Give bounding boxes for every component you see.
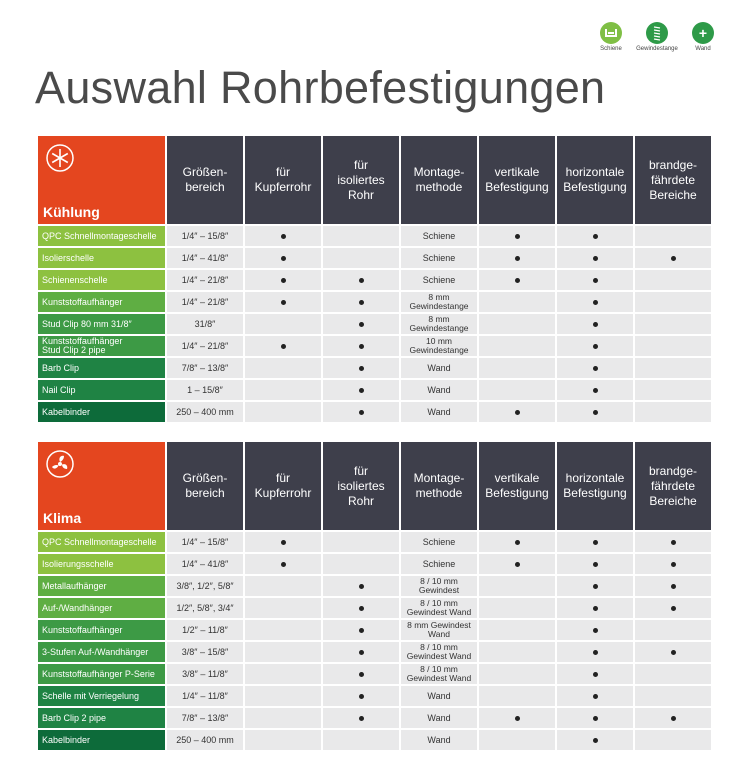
cell-montage: Wand: [401, 402, 477, 422]
cell-kupfer: [245, 620, 321, 640]
cell-vertikal: [479, 730, 555, 750]
legend-item-gewindestange: [631, 22, 683, 52]
table-row: [38, 358, 711, 378]
page-title: Auswahl Rohrbefestigungen: [35, 62, 606, 113]
cell-horizontal: [557, 314, 633, 334]
legend-item-schiene: [597, 22, 625, 52]
cell-brand: [635, 226, 711, 246]
cell-isoliert: [323, 642, 399, 662]
column-header: Größen- bereich: [167, 442, 243, 530]
cell-kupfer: [245, 358, 321, 378]
cell-montage: 8 / 10 mm Gewindest Wand: [401, 664, 477, 684]
table-row: [38, 664, 711, 684]
cell-brand: [635, 358, 711, 378]
check-dot: [359, 388, 364, 393]
check-dot: [515, 540, 520, 545]
cell-horizontal: [557, 380, 633, 400]
table-row: [38, 402, 711, 422]
cell-brand: [635, 554, 711, 574]
check-dot: [515, 562, 520, 567]
cell-brand: [635, 730, 711, 750]
column-header: für isoliertes Rohr: [323, 442, 399, 530]
category-name: Kühlung: [43, 204, 100, 220]
cell-size: 1/4″ – 21/8″: [167, 336, 243, 356]
check-dot: [359, 584, 364, 589]
check-dot: [593, 256, 598, 261]
cell-size: 1/4″ – 15/8″: [167, 226, 243, 246]
cell-isoliert: [323, 664, 399, 684]
check-dot: [515, 410, 520, 415]
cell-kupfer: [245, 336, 321, 356]
cell-isoliert: [323, 554, 399, 574]
cell-vertikal: [479, 532, 555, 552]
cell-kupfer: [245, 664, 321, 684]
check-dot: [359, 628, 364, 633]
cell-size: 1/2″ – 11/8″: [167, 620, 243, 640]
product-name: QPC Schnellmontageschelle: [38, 532, 165, 552]
check-dot: [359, 366, 364, 371]
cell-kupfer: [245, 402, 321, 422]
cell-brand: [635, 292, 711, 312]
cell-brand: [635, 314, 711, 334]
check-dot: [593, 650, 598, 655]
cell-horizontal: [557, 620, 633, 640]
check-dot: [593, 628, 598, 633]
check-dot: [593, 738, 598, 743]
product-name: 3-Stufen Auf-/Wandhänger: [38, 642, 165, 662]
check-dot: [515, 716, 520, 721]
cell-montage: 8 / 10 mm Gewindest: [401, 576, 477, 596]
check-dot: [359, 410, 364, 415]
cell-brand: [635, 664, 711, 684]
cell-montage: Wand: [401, 358, 477, 378]
check-dot: [281, 562, 286, 567]
check-dot: [593, 234, 598, 239]
legend-label: Schiene: [600, 46, 622, 52]
cell-isoliert: [323, 532, 399, 552]
cell-kupfer: [245, 642, 321, 662]
header-row: [38, 136, 711, 224]
cell-montage: 8 mm Gewindestange: [401, 314, 477, 334]
cell-montage: Wand: [401, 686, 477, 706]
product-name: Barb Clip: [38, 358, 165, 378]
cell-horizontal: [557, 708, 633, 728]
check-dot: [281, 344, 286, 349]
table-row: [38, 292, 711, 312]
rail-icon: [600, 22, 622, 44]
column-header: Montage- methode: [401, 442, 477, 530]
product-name: Nail Clip: [38, 380, 165, 400]
check-dot: [281, 234, 286, 239]
product-name: Kabelbinder: [38, 730, 165, 750]
cell-horizontal: [557, 664, 633, 684]
cell-vertikal: [479, 708, 555, 728]
check-dot: [515, 256, 520, 261]
product-name: Kunststoffaufhänger P-Serie: [38, 664, 165, 684]
product-name: Isolierungsschelle: [38, 554, 165, 574]
product-name: Isolierschelle: [38, 248, 165, 268]
cell-size: 1/4″ – 21/8″: [167, 292, 243, 312]
table-row: [38, 576, 711, 596]
check-dot: [281, 300, 286, 305]
cell-montage: Schiene: [401, 248, 477, 268]
legend-item-wand: [689, 22, 717, 52]
product-name: Kunststoffaufhänger Stud Clip 2 pipe: [38, 336, 165, 356]
check-dot: [671, 606, 676, 611]
cell-brand: [635, 642, 711, 662]
check-dot: [515, 278, 520, 283]
cell-brand: [635, 598, 711, 618]
category-name: Klima: [43, 510, 82, 526]
cell-isoliert: [323, 380, 399, 400]
table-row: [38, 642, 711, 662]
cell-vertikal: [479, 226, 555, 246]
cell-kupfer: [245, 576, 321, 596]
cell-vertikal: [479, 642, 555, 662]
cell-kupfer: [245, 270, 321, 290]
check-dot: [359, 606, 364, 611]
check-dot: [359, 300, 364, 305]
cell-kupfer: [245, 686, 321, 706]
header-row: [38, 442, 711, 530]
check-dot: [671, 584, 676, 589]
check-dot: [359, 716, 364, 721]
cell-size: 3/8″ – 15/8″: [167, 642, 243, 662]
cell-montage: Schiene: [401, 532, 477, 552]
check-dot: [281, 540, 286, 545]
column-header: brandge- fährdete Bereiche: [635, 136, 711, 224]
product-name: Schienenschelle: [38, 270, 165, 290]
cooling-table: [36, 134, 713, 424]
cell-isoliert: [323, 598, 399, 618]
cell-horizontal: [557, 358, 633, 378]
cell-montage: Wand: [401, 708, 477, 728]
cell-montage: Schiene: [401, 226, 477, 246]
check-dot: [359, 344, 364, 349]
cell-isoliert: [323, 270, 399, 290]
cell-vertikal: [479, 380, 555, 400]
table-row: [38, 248, 711, 268]
cell-horizontal: [557, 730, 633, 750]
cell-montage: 8 / 10 mm Gewindest Wand: [401, 642, 477, 662]
cell-kupfer: [245, 554, 321, 574]
cell-brand: [635, 248, 711, 268]
table-row: [38, 532, 711, 552]
cell-montage: Schiene: [401, 270, 477, 290]
cell-size: 1/4″ – 41/8″: [167, 248, 243, 268]
table-row: [38, 686, 711, 706]
cell-vertikal: [479, 576, 555, 596]
table-row: [38, 226, 711, 246]
cell-kupfer: [245, 730, 321, 750]
cell-isoliert: [323, 576, 399, 596]
check-dot: [593, 716, 598, 721]
cell-vertikal: [479, 336, 555, 356]
cell-montage: Wand: [401, 380, 477, 400]
cell-vertikal: [479, 598, 555, 618]
cell-vertikal: [479, 270, 555, 290]
cell-montage: 10 mm Gewindestange: [401, 336, 477, 356]
wall-plus-icon: +: [692, 22, 714, 44]
check-dot: [359, 322, 364, 327]
cell-kupfer: [245, 598, 321, 618]
table-row: [38, 336, 711, 356]
cell-vertikal: [479, 358, 555, 378]
cell-kupfer: [245, 380, 321, 400]
cell-horizontal: [557, 248, 633, 268]
cell-size: 250 – 400 mm: [167, 402, 243, 422]
legend-label: Wand: [695, 46, 711, 52]
column-header: brandge- fährdete Bereiche: [635, 442, 711, 530]
cell-size: 250 – 400 mm: [167, 730, 243, 750]
cell-horizontal: [557, 576, 633, 596]
cell-brand: [635, 686, 711, 706]
column-header: für Kupferrohr: [245, 136, 321, 224]
cell-brand: [635, 708, 711, 728]
cell-vertikal: [479, 620, 555, 640]
table-row: [38, 270, 711, 290]
cell-size: 1 – 15/8″: [167, 380, 243, 400]
table-row: [38, 314, 711, 334]
cell-horizontal: [557, 292, 633, 312]
cell-kupfer: [245, 708, 321, 728]
cell-montage: 8 / 10 mm Gewindest Wand: [401, 598, 477, 618]
cell-vertikal: [479, 664, 555, 684]
cell-horizontal: [557, 532, 633, 552]
cell-horizontal: [557, 686, 633, 706]
cell-brand: [635, 532, 711, 552]
cell-kupfer: [245, 292, 321, 312]
product-name: Schelle mit Verriegelung: [38, 686, 165, 706]
cell-montage: 8 mm Gewindestange: [401, 292, 477, 312]
cell-isoliert: [323, 358, 399, 378]
cell-isoliert: [323, 620, 399, 640]
column-header: Größen- bereich: [167, 136, 243, 224]
product-name: Kunststoffaufhänger: [38, 292, 165, 312]
column-header: vertikale Befestigung: [479, 442, 555, 530]
cell-vertikal: [479, 248, 555, 268]
cell-horizontal: [557, 226, 633, 246]
table-row: [38, 708, 711, 728]
cell-montage: 8 mm Gewindest Wand: [401, 620, 477, 640]
cell-size: 31/8″: [167, 314, 243, 334]
check-dot: [593, 300, 598, 305]
cell-vertikal: [479, 292, 555, 312]
cell-kupfer: [245, 248, 321, 268]
table-row: [38, 620, 711, 640]
cell-horizontal: [557, 642, 633, 662]
cell-horizontal: [557, 336, 633, 356]
cell-kupfer: [245, 226, 321, 246]
cell-vertikal: [479, 554, 555, 574]
snowflake-icon: [46, 144, 74, 172]
cell-vertikal: [479, 314, 555, 334]
check-dot: [671, 650, 676, 655]
table-row: [38, 554, 711, 574]
product-name: Auf-/Wandhänger: [38, 598, 165, 618]
cell-isoliert: [323, 248, 399, 268]
cell-vertikal: [479, 686, 555, 706]
cell-brand: [635, 620, 711, 640]
product-name: QPC Schnellmontageschelle: [38, 226, 165, 246]
category-header: [38, 442, 165, 530]
cell-isoliert: [323, 708, 399, 728]
cell-montage: Schiene: [401, 554, 477, 574]
cell-size: 1/4″ – 21/8″: [167, 270, 243, 290]
cell-horizontal: [557, 598, 633, 618]
cell-horizontal: [557, 402, 633, 422]
cell-size: 3/8″ – 11/8″: [167, 664, 243, 684]
check-dot: [671, 540, 676, 545]
column-header: vertikale Befestigung: [479, 136, 555, 224]
column-header: für Kupferrohr: [245, 442, 321, 530]
check-dot: [359, 694, 364, 699]
cell-brand: [635, 270, 711, 290]
cell-isoliert: [323, 292, 399, 312]
product-name: Barb Clip 2 pipe: [38, 708, 165, 728]
check-dot: [593, 694, 598, 699]
check-dot: [359, 650, 364, 655]
cell-kupfer: [245, 532, 321, 552]
cell-horizontal: [557, 554, 633, 574]
check-dot: [671, 716, 676, 721]
check-dot: [593, 606, 598, 611]
check-dot: [359, 278, 364, 283]
threaded-rod-icon: [646, 22, 668, 44]
check-dot: [593, 344, 598, 349]
legend: [597, 22, 717, 52]
cell-size: 7/8″ – 13/8″: [167, 358, 243, 378]
climate-table: [36, 440, 713, 752]
product-name: Metallaufhänger: [38, 576, 165, 596]
cell-brand: [635, 576, 711, 596]
cell-size: 1/4″ – 11/8″: [167, 686, 243, 706]
table-row: [38, 598, 711, 618]
cell-kupfer: [245, 314, 321, 334]
check-dot: [593, 366, 598, 371]
cell-isoliert: [323, 336, 399, 356]
category-header: [38, 136, 165, 224]
cell-size: 3/8″, 1/2″, 5/8″: [167, 576, 243, 596]
check-dot: [593, 410, 598, 415]
cell-horizontal: [557, 270, 633, 290]
cell-size: 1/2″, 5/8″, 3/4″: [167, 598, 243, 618]
cell-brand: [635, 402, 711, 422]
table-row: [38, 380, 711, 400]
check-dot: [593, 388, 598, 393]
cell-vertikal: [479, 402, 555, 422]
check-dot: [359, 672, 364, 677]
legend-label: Gewindestange: [636, 46, 678, 52]
check-dot: [593, 278, 598, 283]
check-dot: [593, 584, 598, 589]
column-header: horizontale Befestigung: [557, 442, 633, 530]
fan-icon: [46, 450, 74, 478]
cell-brand: [635, 380, 711, 400]
check-dot: [593, 562, 598, 567]
check-dot: [671, 256, 676, 261]
column-header: für isoliertes Rohr: [323, 136, 399, 224]
cell-brand: [635, 336, 711, 356]
check-dot: [515, 234, 520, 239]
cell-montage: Wand: [401, 730, 477, 750]
cell-isoliert: [323, 226, 399, 246]
cell-size: 1/4″ – 41/8″: [167, 554, 243, 574]
check-dot: [281, 278, 286, 283]
check-dot: [593, 672, 598, 677]
check-dot: [593, 540, 598, 545]
cell-isoliert: [323, 686, 399, 706]
cell-isoliert: [323, 730, 399, 750]
cell-size: 1/4″ – 15/8″: [167, 532, 243, 552]
column-header: horizontale Befestigung: [557, 136, 633, 224]
product-name: Kabelbinder: [38, 402, 165, 422]
product-name: Stud Clip 80 mm 31/8″: [38, 314, 165, 334]
cell-isoliert: [323, 402, 399, 422]
cell-size: 7/8″ – 13/8″: [167, 708, 243, 728]
column-header: Montage- methode: [401, 136, 477, 224]
check-dot: [593, 322, 598, 327]
check-dot: [671, 562, 676, 567]
check-dot: [281, 256, 286, 261]
cell-isoliert: [323, 314, 399, 334]
table-row: [38, 730, 711, 750]
product-name: Kunststoffaufhänger: [38, 620, 165, 640]
